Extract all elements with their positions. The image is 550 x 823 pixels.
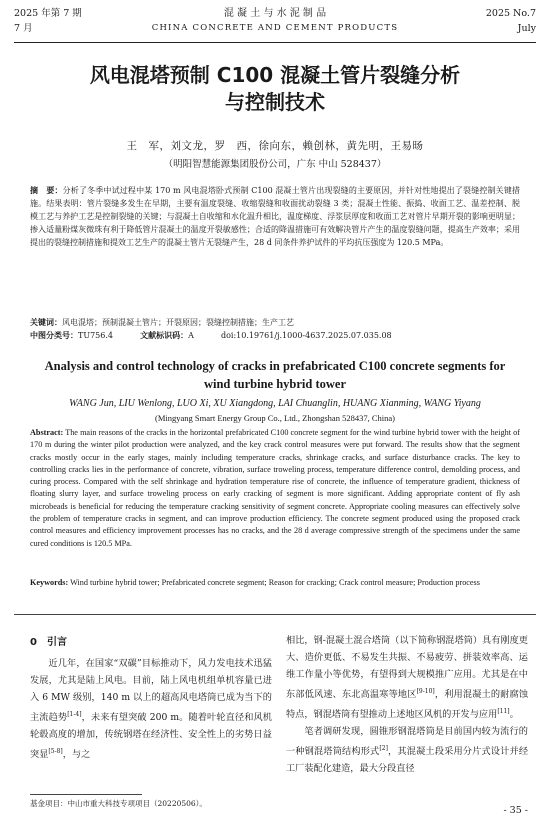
body-paragraph: 相比，钢-混凝土混合塔筒（以下简称钢混塔筒）具有刚度更大、造价更低、不易发生共振、不易疲劳、拼装效率高、运维工作量小等优势，有望得到大规模推广应用。尤其是在中东部低风速、东北高温寒等地区[9-10]，利用混凝土的耐腐蚀特点，钢混塔筒有望推动上述地区风机的开发与应用[11]。 — [286, 635, 529, 721]
doi-link[interactable]: 10.19761/j.1000-4637.2025.07.035.08 — [236, 331, 392, 340]
header-journal — [14, 6, 536, 36]
header-issue: 2025 年第 7 期 7 月 — [14, 8, 82, 34]
body-paragraph: 笔者调研发现，圆锥形钢混塔筒是目前国内较为流行的一种钢混塔筒结构形式[2]，其混凝土段采用分片式设计并经工厂装配化建造，最大分段直径 — [286, 726, 529, 775]
citation[interactable]: [11] — [497, 708, 510, 716]
body-column-left — [30, 634, 272, 763]
funding-footnote: 基金项目：中山市重大科技专项项目（20220506）。 — [30, 799, 207, 808]
footnote-rule — [30, 794, 142, 795]
abstract-en-label: Abstract: — [30, 428, 64, 437]
classification-line: 中图分类号：TU756.4 文献标识码：A doi:10.19761/j.1000-4637.2025.07.035.08 — [30, 331, 392, 340]
paper-title-cn: 风电混塔预制 C100 混凝土管片裂缝分析 与控制技术 — [89, 63, 461, 114]
abstract-en-text: The main reasons of the cracks in the horizontal prefabricated C100 concrete segment for the wind turbine hybrid tower with the height of 170 m during the winter pilot production were analyzed, and the key crack control measures were put forward. The results show that the segment cracks mostly occur in the early stages, mainly including temperature cracks, shrinkage cracks, and surface disturbance cracks. The key to controlling cracks lies in the performance of concrete, vibration, surface troweling process, temperature difference control, demolding process, and curing process. Compared with the self shrinkage and hydration temperature rise of concrete, the influence of temperature gradient, thickness of floating slurry layer, and surface troweling process on early cracking of segment is more significant. Adding appropriate content of fly ash microbeads is beneficial for reducing the temperature cracking sensitivity of segment concrete. Appropriate cooling measures can effectively solve the problem of temperature cracks in segment, and can improve production efficiency. The concrete segment produced using the proposed crack control measures and efficiency improvement processes has no cracks, and the 28 d average compressive strength of the specimens under the same cured conditions is 120.5 MPa. — [30, 428, 520, 548]
journal-name-cn: 混 凝 土 与 水 泥 制 品 — [223, 8, 327, 19]
authors-cn: 王 军，刘文龙，罗 西，徐向东，赖创林，黄先明，王易旸 — [126, 140, 424, 152]
header-rule — [14, 42, 536, 43]
paper-title-en: Analysis and control technology of cracks in prefabricated C100 concrete segments for wind turbine hybrid tower — [44, 359, 506, 391]
page-number: - 35 - — [503, 805, 528, 816]
citation[interactable]: [2] — [379, 745, 388, 753]
citation[interactable]: [5-8] — [48, 748, 63, 756]
citation[interactable]: [9-10] — [416, 688, 435, 695]
abstract-cn-text: 分析了冬季中试过程中某 170 m 风电混塔卧式预制 C100 混凝土管片出现裂缝的主要原因，并针对性地提出了裂缝控制关键措施。结果表明：管片裂缝多发生在早期，主要有温度裂缝、收缩裂缝和收面扰动裂缝 3 类；混凝土性能、振捣、收面工艺、温差控制、脱模工艺与养护工艺是控制裂缝的关键；与混凝土自收缩和水化温升相比，温度梯度、浮浆层厚度和收面工艺对管片早期开裂的影响更明显；掺入适量粉煤灰微珠有利于降低管片混凝土的温度开裂敏感性；合适的降温措施可有效解决管片产生的温度裂缝问题，提高生产效率；采用提出的裂缝控制措施和提效工艺生产的混凝土管片无裂缝产生，28 d 同条件养护试件的平均抗压强度为 120.5 MPa。 — [30, 186, 520, 247]
body-column-right — [286, 632, 528, 777]
journal-name-en: CHINA CONCRETE AND CEMENT PRODUCTS — [151, 23, 399, 33]
abstract-en — [30, 427, 520, 550]
body-paragraph: 近几年，在国家“双碳”目标推动下，风力发电技术迅猛发展，尤其是陆上风电。目前，陆上风电机组单机容量已进入 6 MW 级别，140 m 以上的超高风电塔筒已成为当下的主流趋势[1-4]，未来有望突破 200 m。随着叶轮直径和风机轮毂高度的增加，传统钢塔在经济性、安全性上的劣势日益突显[5-8]，与之 — [30, 658, 272, 761]
keywords-cn: 关键词：风电混塔；预制混凝土管片；开裂原因；裂缝控制措施；生产工艺 — [30, 318, 294, 327]
header-issue-en: 2025 No.7 July — [485, 8, 536, 34]
authors-en: WANG Jun, LIU Wenlong, LUO Xi, XU Xiangdong, LAI Chuanglin, HUANG Xianming, WANG Yiyang — [69, 398, 481, 409]
section-heading: 0 引言 — [30, 637, 67, 648]
running-header — [14, 6, 536, 46]
citation[interactable]: [1-4] — [67, 711, 82, 718]
abstract-cn — [30, 184, 520, 249]
section-divider — [14, 614, 536, 615]
abstract-cn-label: 摘 要： — [30, 186, 63, 195]
keywords-en: Keywords: Wind turbine hybrid tower; Prefabricated concrete segment; Reason for cracking; Crack control measure; Production process — [30, 578, 480, 587]
affiliation-cn: （明阳智慧能源集团股份公司，广东 中山 528437） — [163, 159, 387, 170]
affiliation-en: (Mingyang Smart Energy Group Co., Ltd., Zhongshan 528437, China) — [155, 413, 395, 423]
